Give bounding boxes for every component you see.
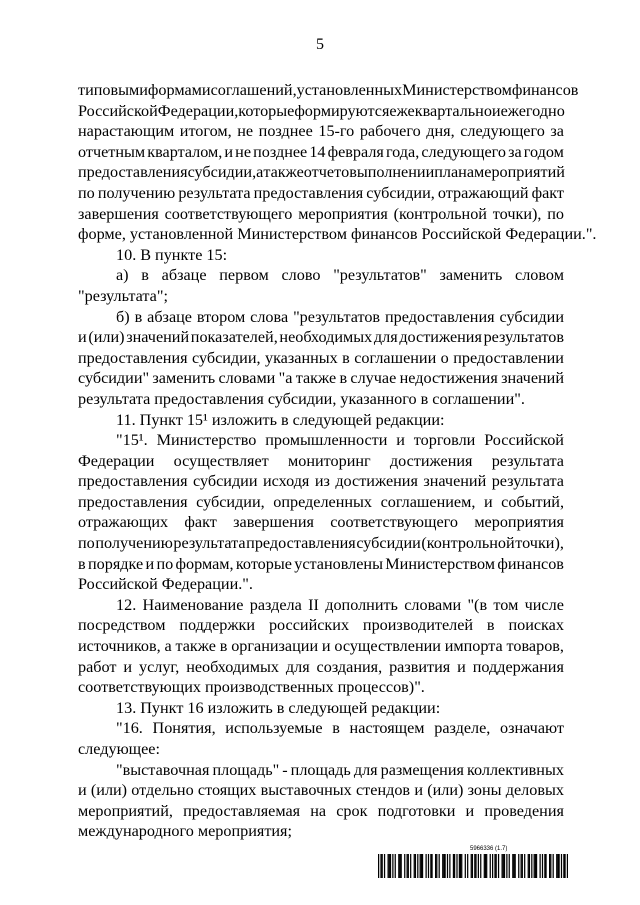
text-line: следующее: bbox=[78, 740, 160, 758]
barcode-bar bbox=[528, 854, 529, 878]
barcode-bar bbox=[408, 854, 409, 878]
barcode-bar bbox=[536, 854, 537, 878]
paragraph bbox=[78, 410, 564, 431]
barcode-bar bbox=[478, 854, 479, 878]
barcode-bar bbox=[415, 854, 416, 878]
barcode-bar bbox=[498, 854, 499, 878]
barcode-bar bbox=[506, 854, 507, 878]
text-line: Российской Федерации.". bbox=[78, 575, 253, 594]
barcode-bar bbox=[567, 854, 568, 878]
barcode-bar bbox=[472, 854, 473, 878]
text-line: предоставления субсидии исходя из достижения значений результата bbox=[78, 472, 564, 491]
barcode-bar bbox=[494, 854, 495, 878]
barcode-bar bbox=[531, 854, 532, 878]
barcode-bar bbox=[449, 854, 450, 878]
barcode-bar bbox=[461, 854, 462, 878]
barcode-bar bbox=[435, 854, 436, 878]
text-line: 13. Пункт 16 изложить в следующей редакции: bbox=[116, 698, 441, 717]
barcode-bar bbox=[467, 854, 468, 878]
text-line: 11. Пункт 15¹ изложить в следующей редакции: bbox=[116, 410, 445, 429]
text-line: Федерации осуществляет мониторинг достижения результата bbox=[78, 451, 564, 470]
paragraph bbox=[78, 718, 564, 759]
barcode-bar bbox=[436, 854, 437, 878]
text-line: предоставления субсидии, а также отчет о выполнении плана мероприятий bbox=[78, 163, 565, 182]
barcode-bar bbox=[454, 854, 455, 878]
document-code: 5966336 (1.7) bbox=[470, 846, 508, 852]
barcode-bar bbox=[522, 854, 523, 878]
barcode-bar bbox=[471, 854, 472, 878]
text-line: мероприятий, предоставляемая на срок подготовки и проведения bbox=[78, 801, 564, 820]
text-line: и (или) отдельно стоящих выставочных стендов и (или) зоны деловых bbox=[78, 781, 564, 800]
text-line: форме, установленной Министерством финансов Российской Федерации.". bbox=[78, 225, 597, 244]
barcode-bar bbox=[422, 854, 423, 878]
barcode-bar bbox=[456, 854, 457, 878]
paragraph bbox=[78, 430, 564, 595]
text-line: по получению результата предоставления субсидии (контрольной точки), bbox=[78, 534, 564, 553]
text-line: завершения соответствующего мероприятия (контрольной точки), по bbox=[78, 204, 564, 223]
barcode-bar bbox=[557, 854, 558, 878]
text-line: предоставления субсидии, указанных в соглашении о предоставлении bbox=[78, 348, 564, 367]
paragraph bbox=[78, 595, 564, 698]
barcode-bar bbox=[380, 854, 381, 878]
barcode-bar bbox=[392, 854, 393, 878]
barcode-bar bbox=[518, 854, 519, 878]
barcode-bar bbox=[563, 854, 564, 878]
barcode-bar bbox=[535, 854, 536, 878]
text-line: предоставления субсидии, определенных соглашением, и событий, bbox=[78, 492, 564, 511]
barcode-bar bbox=[428, 854, 429, 878]
text-line: работ и услуг, необходимых для создания, развития и поддержания bbox=[78, 657, 564, 676]
barcode-bar bbox=[389, 854, 390, 878]
text-line: результата предоставления субсидии, указанного в соглашении". bbox=[78, 389, 525, 408]
text-line: нарастающим итогом, не позднее 15-го рабочего дня, следующего за bbox=[78, 122, 564, 141]
barcode-bar bbox=[542, 854, 543, 878]
barcode-bar bbox=[529, 854, 530, 878]
barcode-bar bbox=[421, 854, 422, 878]
page-number: 5 bbox=[316, 36, 324, 53]
text-line: 10. В пункте 15: bbox=[116, 245, 228, 264]
text-line: посредством поддержки российских производителей в поисках bbox=[78, 616, 564, 635]
barcode-bar bbox=[534, 854, 535, 878]
barcode-bar bbox=[521, 854, 522, 878]
barcode-bar bbox=[430, 854, 431, 878]
barcode-bar bbox=[513, 854, 514, 878]
text-line: по получению результата предоставления субсидии, отражающий факт bbox=[78, 183, 564, 202]
barcode-bar bbox=[384, 854, 385, 878]
barcode-bar bbox=[553, 854, 554, 878]
text-line: "результата"; bbox=[78, 286, 168, 305]
barcode-bar bbox=[401, 854, 402, 878]
barcode-bar bbox=[504, 854, 505, 878]
barcode-bar bbox=[420, 854, 421, 878]
barcode-bar bbox=[484, 854, 485, 878]
paragraph bbox=[78, 760, 564, 842]
text-line: Российской Федерации, которые формируются ежеквартально и ежегодно bbox=[78, 101, 565, 120]
barcode-bar bbox=[442, 854, 443, 878]
barcode-bar bbox=[512, 854, 513, 878]
barcode-bar bbox=[445, 854, 446, 878]
barcode-bar bbox=[439, 854, 440, 878]
barcode-bar bbox=[398, 854, 399, 878]
barcode-bar bbox=[475, 854, 476, 878]
barcode-bar bbox=[545, 854, 546, 878]
barcode-bar bbox=[502, 854, 503, 878]
text-line: международного мероприятия; bbox=[78, 822, 293, 841]
barcode-bar bbox=[388, 854, 389, 878]
barcode-bar bbox=[509, 854, 510, 878]
text-line: в порядке и по формам, которые установлены Министерством финансов bbox=[78, 554, 564, 573]
barcode-bar bbox=[453, 854, 454, 878]
barcode-bar bbox=[431, 854, 432, 878]
paragraph bbox=[78, 265, 564, 306]
barcode-bar bbox=[550, 854, 551, 878]
barcode-bar bbox=[549, 854, 550, 878]
barcode-bar bbox=[490, 854, 491, 878]
barcode-bar bbox=[544, 854, 545, 878]
barcode-bar bbox=[378, 854, 379, 878]
barcode-bar bbox=[515, 854, 516, 878]
barcode-bar bbox=[404, 854, 405, 878]
document-body bbox=[78, 80, 597, 842]
barcode-bar bbox=[465, 854, 466, 878]
barcode-bar bbox=[426, 854, 427, 878]
barcode-bar bbox=[399, 854, 400, 878]
barcode-bar bbox=[443, 854, 444, 878]
text-line: отражающих факт завершения соответствующего мероприятия bbox=[78, 513, 564, 532]
barcode-bar bbox=[474, 854, 475, 878]
barcode-bar bbox=[414, 854, 415, 878]
barcode-bar bbox=[564, 854, 565, 878]
barcode-bar bbox=[395, 854, 396, 878]
text-line: 12. Наименование раздела II дополнить словами "(в том числе bbox=[116, 595, 564, 614]
barcode-bar bbox=[503, 854, 504, 878]
paragraph bbox=[78, 698, 564, 719]
barcode-bar bbox=[561, 854, 562, 878]
barcode-bar bbox=[447, 854, 448, 878]
barcode-bar bbox=[485, 854, 486, 878]
barcode-bar bbox=[486, 854, 487, 878]
barcode-bar bbox=[459, 854, 460, 878]
text-line: источников, а также в организации и осуществлении импорта товаров, bbox=[78, 637, 564, 656]
barcode-bar bbox=[480, 854, 481, 878]
barcode-bar bbox=[496, 854, 497, 878]
barcode-bar bbox=[524, 854, 525, 878]
barcode-bar bbox=[410, 854, 411, 878]
barcode-bar bbox=[540, 854, 541, 878]
text-line: "16. Понятия, используемые в настоящем разделе, означают bbox=[116, 719, 564, 738]
paragraph bbox=[78, 80, 597, 245]
text-line: "выставочная площадь" - площадь для размещения коллективных bbox=[116, 760, 564, 779]
barcode-bar bbox=[382, 854, 383, 878]
text-line: субсидии" заменить словами "а также в случае недостижения значений bbox=[78, 369, 564, 388]
text-line: отчетным кварталом, и не позднее 14 февраля года, следующего за годом bbox=[78, 142, 564, 161]
barcode-bar bbox=[390, 854, 391, 878]
text-line: соответствующих производственных процессов)". bbox=[78, 678, 425, 697]
paragraph bbox=[78, 307, 564, 410]
text-line: типовыми формами соглашений, установленных Министерством финансов bbox=[78, 81, 579, 99]
paragraph bbox=[78, 245, 564, 266]
barcode-bar bbox=[417, 854, 418, 878]
barcode-bar bbox=[407, 854, 408, 878]
text-line: б) в абзаце втором слова "результатов предоставления субсидии bbox=[116, 307, 564, 326]
barcode-bar bbox=[559, 854, 560, 878]
barcode-bar bbox=[556, 854, 557, 878]
text-line: а) в абзаце первом слово "результатов" заменить словом bbox=[116, 266, 564, 285]
text-line: и (или) значений показателей, необходимых для достижения результатов bbox=[78, 328, 564, 347]
barcode-bar bbox=[492, 854, 493, 878]
barcode-bar bbox=[460, 854, 461, 878]
barcode bbox=[378, 854, 568, 878]
text-line: "15¹. Министерство промышленности и торговли Российской bbox=[116, 431, 564, 450]
